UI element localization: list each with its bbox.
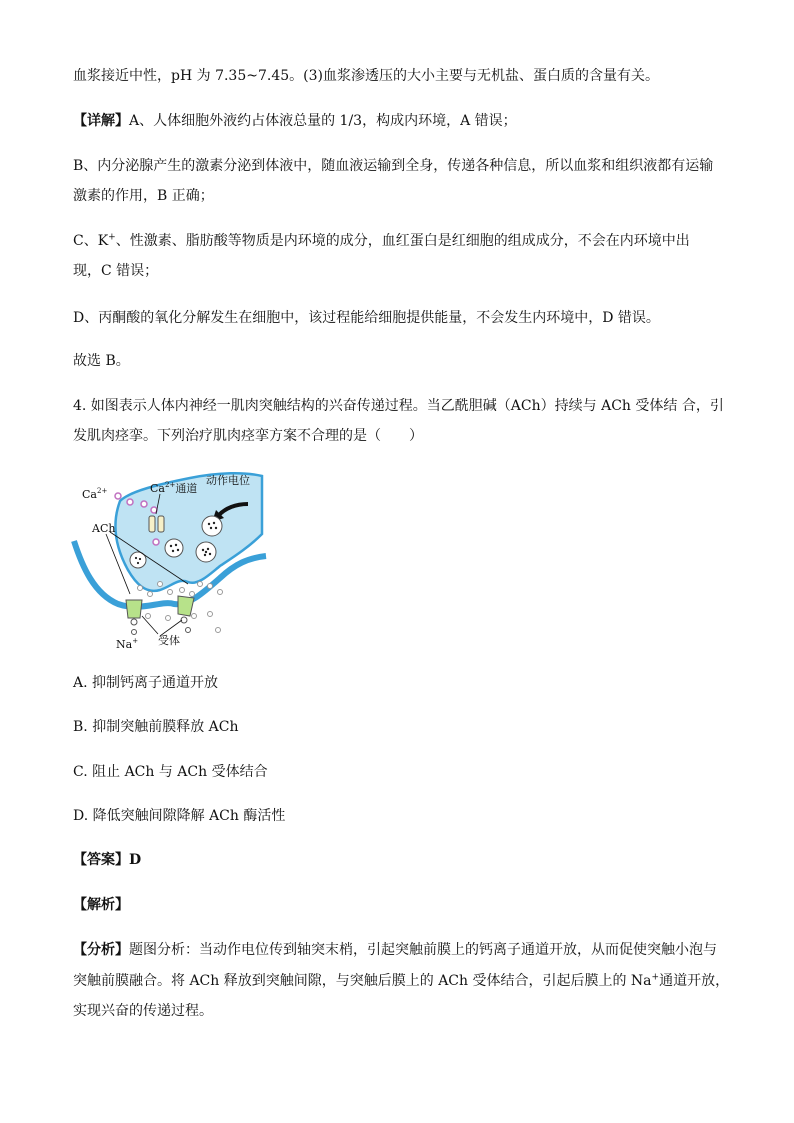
synaptic-vesicle: [202, 516, 222, 536]
option-d: D. 降低突触间隙降解 ACh 酶活性: [73, 808, 286, 824]
text-line: 激素的作用，B 正确；: [73, 188, 214, 204]
label-ca-channel: $Ca^{2+}$通道: [150, 481, 198, 495]
label-action-potential: 动作电位: [206, 474, 250, 487]
option-c: C. 阻止 ACh 与 ACh 受体结合: [73, 764, 268, 780]
label-receptor: 受体: [158, 634, 180, 647]
text-line: B、内分泌腺产生的激素分泌到体液中，随血液运输到全身，传递各种信息，所以血浆和组织液都有运输: [73, 158, 714, 174]
question-stem: 4. 如图表示人体内神经一肌肉突触结构的兴奋传递过程。当乙酰胆碱（ACh）持续与 ACh 受体结 合，引: [73, 398, 724, 414]
text-line: 【详解】A、人体细胞外液约占体液总量的 1/3，构成内环境，A 错误；: [73, 113, 517, 129]
ach-receptor: [126, 600, 142, 625]
analysis-title: 【解析】: [73, 897, 129, 913]
synapse-diagram: [70, 466, 270, 656]
synaptic-vesicle: [196, 542, 216, 562]
text-line: 现，C 错误；: [73, 263, 159, 279]
section-tag: 【详解】: [73, 113, 129, 129]
label-ach: ACh: [92, 522, 116, 535]
ach-receptor: [178, 596, 194, 623]
option-a: A. 抑制钙离子通道开放: [73, 675, 219, 691]
text-line: D、丙酮酸的氧化分解发生在细胞中，该过程能给细胞提供能量，不会发生内环境中，D 错误。: [73, 310, 660, 326]
analysis-text: 突触前膜融合。将 ACh 释放到突触间隙，与突触后膜上的 ACh 受体结合，引起后膜上的 Na+通道开放，: [73, 972, 730, 989]
answer-label: 【答案】D: [73, 852, 142, 868]
text-line: 血浆接近中性，pH 为 7.35~7.45。(3)血浆渗透压的大小主要与无机盐、蛋白质的含量有关。: [73, 68, 659, 84]
synaptic-vesicle: [165, 539, 183, 557]
analysis-text: 【分析】题图分析：当动作电位传到轴突末梢，引起突触前膜上的钙离子通道开放，从而促使突触小泡与: [73, 942, 717, 958]
analysis-text: 实现兴奋的传递过程。: [73, 1003, 213, 1019]
label-ca: $Ca^{2+}$: [82, 487, 108, 501]
option-b: B. 抑制突触前膜释放 ACh: [73, 719, 239, 735]
text-line: C、K+、性激素、脂肪酸等物质是内环境的成分，血红蛋白是红细胞的组成成分，不会在内环境中出: [73, 232, 690, 249]
leader-line: [142, 616, 158, 634]
question-stem: 发肌肉痉挛。下列治疗肌肉痉挛方案不合理的是（ ）: [73, 428, 423, 444]
label-na: Na+: [116, 637, 139, 651]
text-line: 故选 B。: [73, 353, 130, 369]
